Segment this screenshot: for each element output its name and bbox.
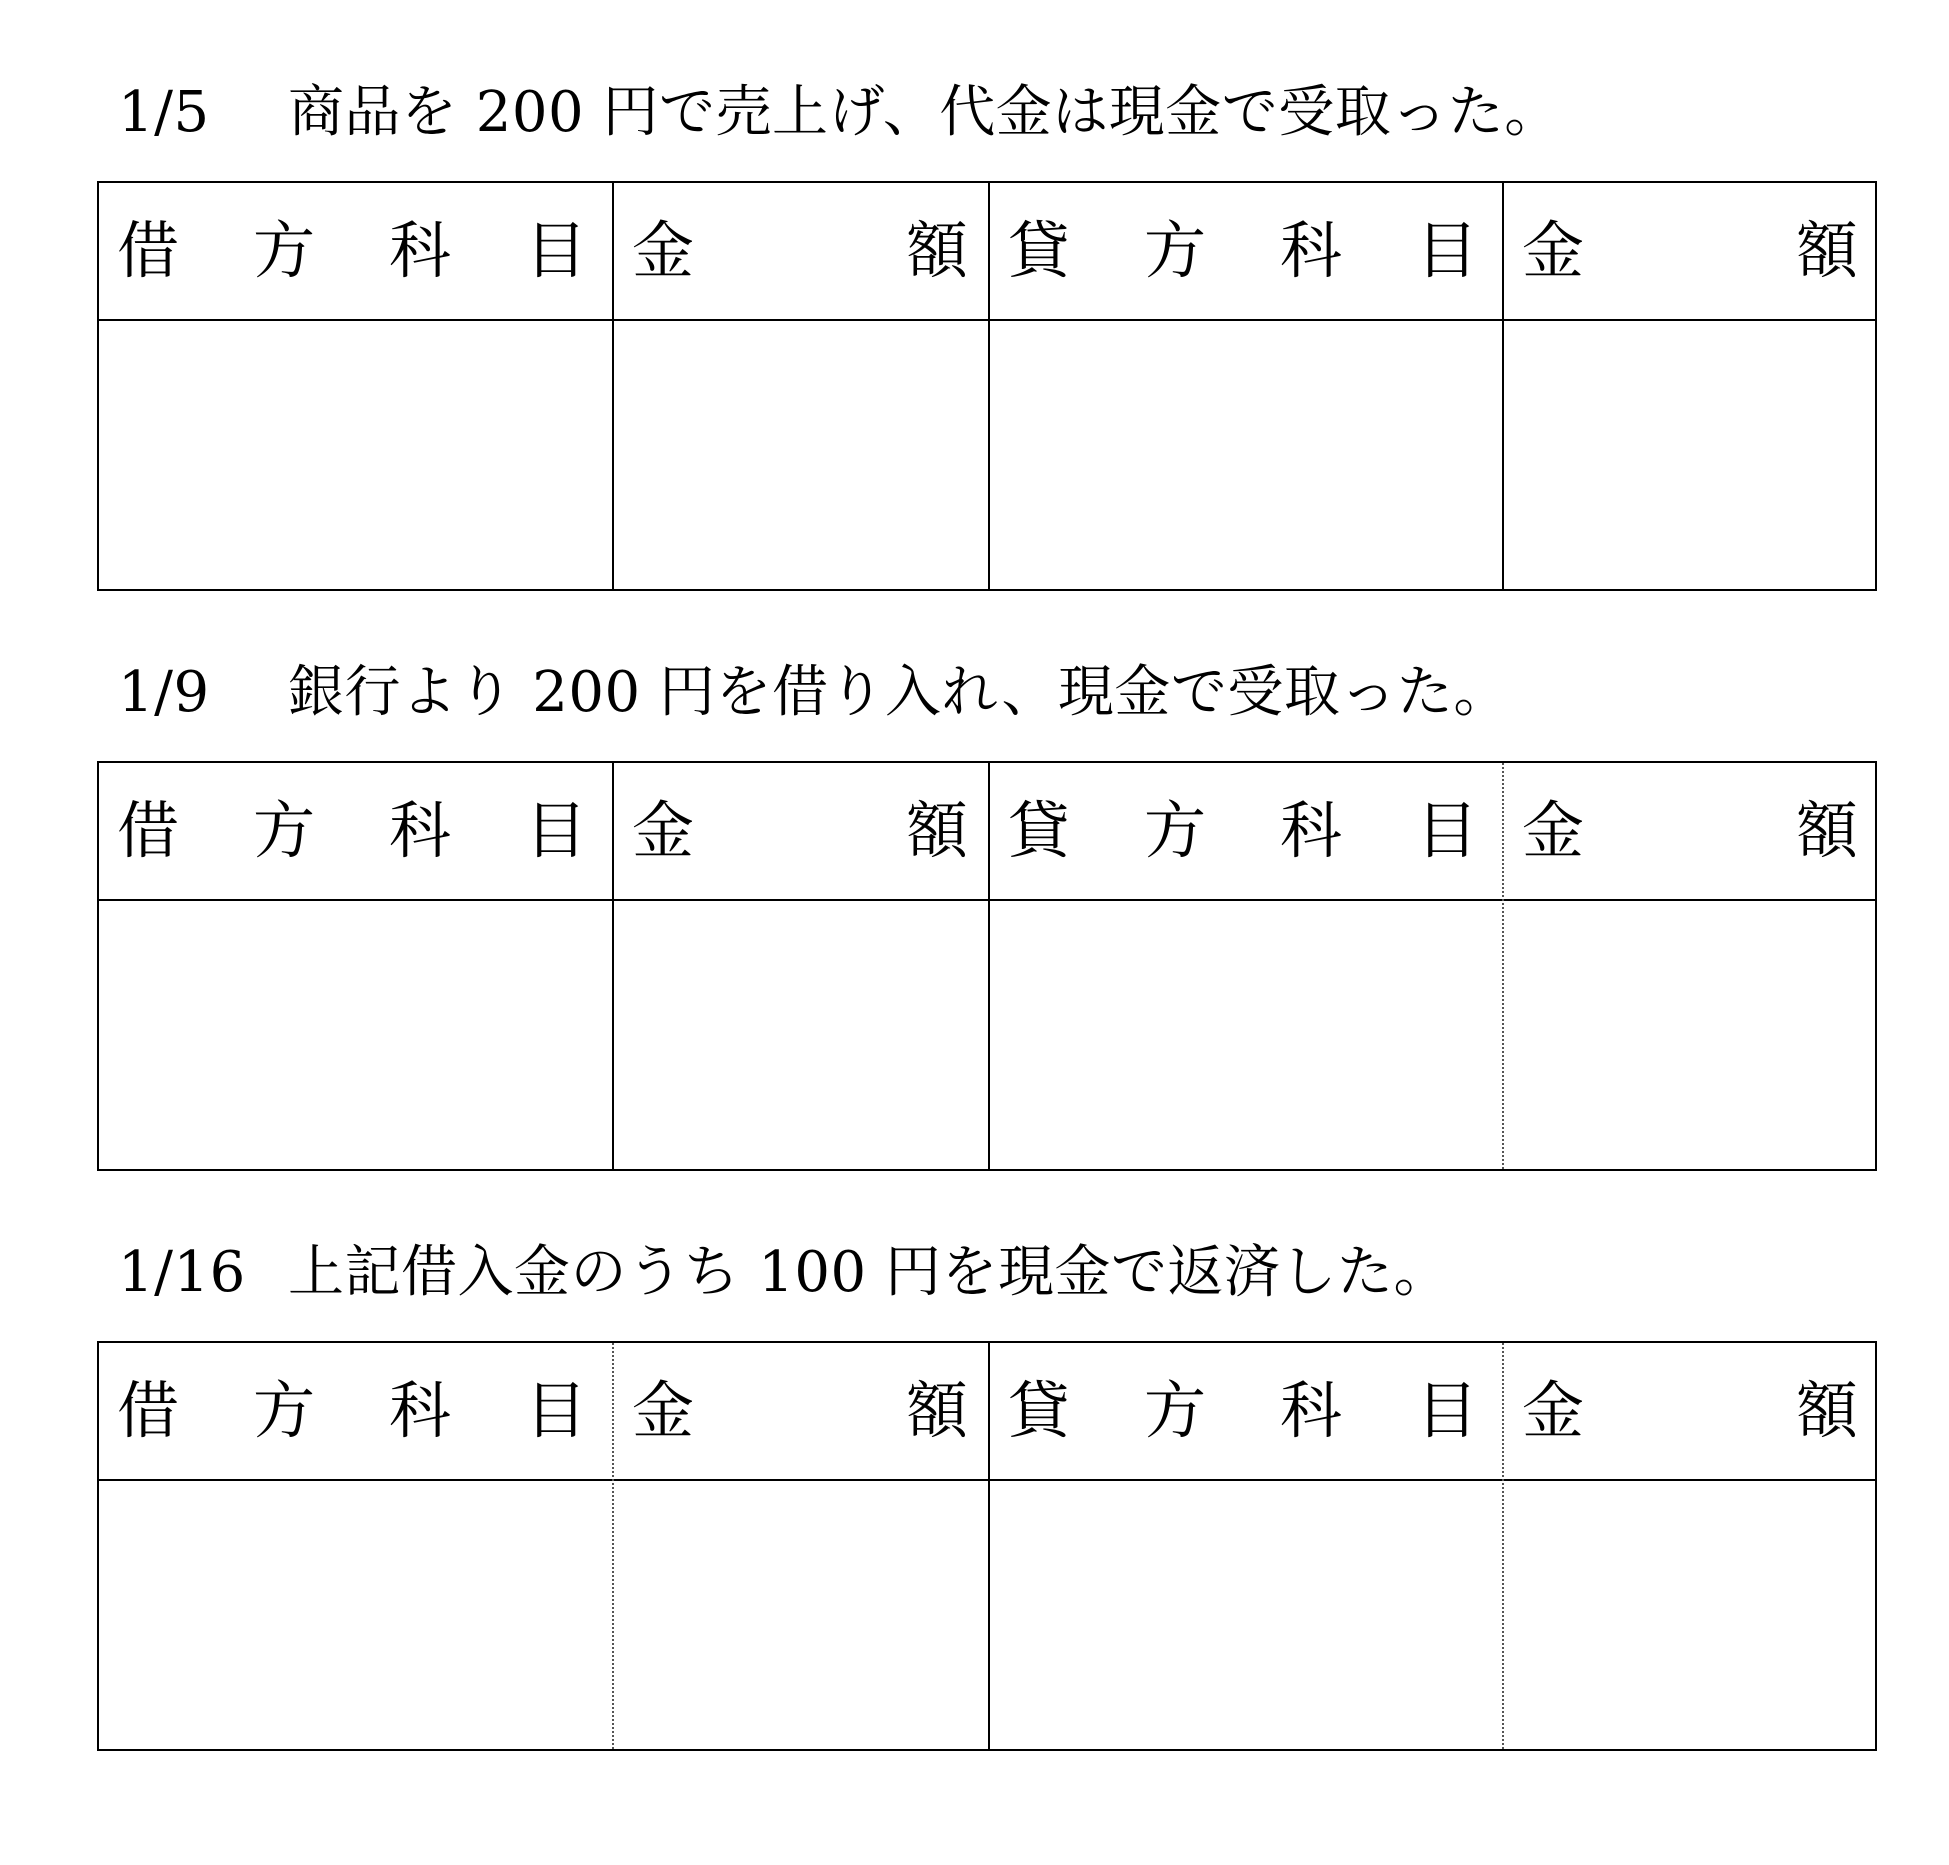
header-credit-account: 貸 方 科 目 xyxy=(1008,794,1478,867)
column-divider xyxy=(612,763,614,1169)
header-debit-account: 借 方 科 目 xyxy=(117,794,587,867)
header-debit-amount: 金 額 xyxy=(632,794,968,867)
entry-date: 1/5 xyxy=(118,80,210,145)
journal-table xyxy=(97,181,1877,591)
column-divider xyxy=(612,183,614,589)
entry-date: 1/9 xyxy=(118,660,210,725)
header-credit-amount: 金 額 xyxy=(1522,214,1858,287)
header-divider xyxy=(99,1479,1875,1481)
header-credit-account: 貸 方 科 目 xyxy=(1008,214,1478,287)
header-credit-account: 貸 方 科 目 xyxy=(1008,1374,1478,1447)
header-credit-amount: 金 額 xyxy=(1522,1374,1858,1447)
entry-description: 銀行より 200 円を借り入れ、現金で受取った。 xyxy=(288,660,1510,725)
journal-table xyxy=(97,761,1877,1171)
header-debit-account: 借 方 科 目 xyxy=(117,1374,587,1447)
entry-title xyxy=(118,1238,1450,1308)
column-divider xyxy=(1502,183,1504,589)
header-debit-amount: 金 額 xyxy=(632,214,968,287)
header-debit-account: 借 方 科 目 xyxy=(117,214,587,287)
header-credit-amount: 金 額 xyxy=(1522,794,1858,867)
entry-description: 上記借入金のうち 100 円を現金で返済した。 xyxy=(288,1240,1450,1305)
header-debit-amount: 金 額 xyxy=(632,1374,968,1447)
column-divider xyxy=(1502,763,1504,1169)
entry-description: 商品を 200 円で売上げ、代金は現金で受取った。 xyxy=(288,80,1561,145)
header-divider xyxy=(99,899,1875,901)
entry-title xyxy=(118,78,1561,148)
header-divider xyxy=(99,319,1875,321)
column-divider xyxy=(1502,1343,1504,1749)
column-divider xyxy=(988,763,990,1169)
column-divider xyxy=(988,183,990,589)
column-divider xyxy=(988,1343,990,1749)
entry-title xyxy=(118,658,1510,728)
journal-table xyxy=(97,1341,1877,1751)
column-divider xyxy=(612,1343,614,1749)
entry-date: 1/16 xyxy=(118,1240,246,1305)
